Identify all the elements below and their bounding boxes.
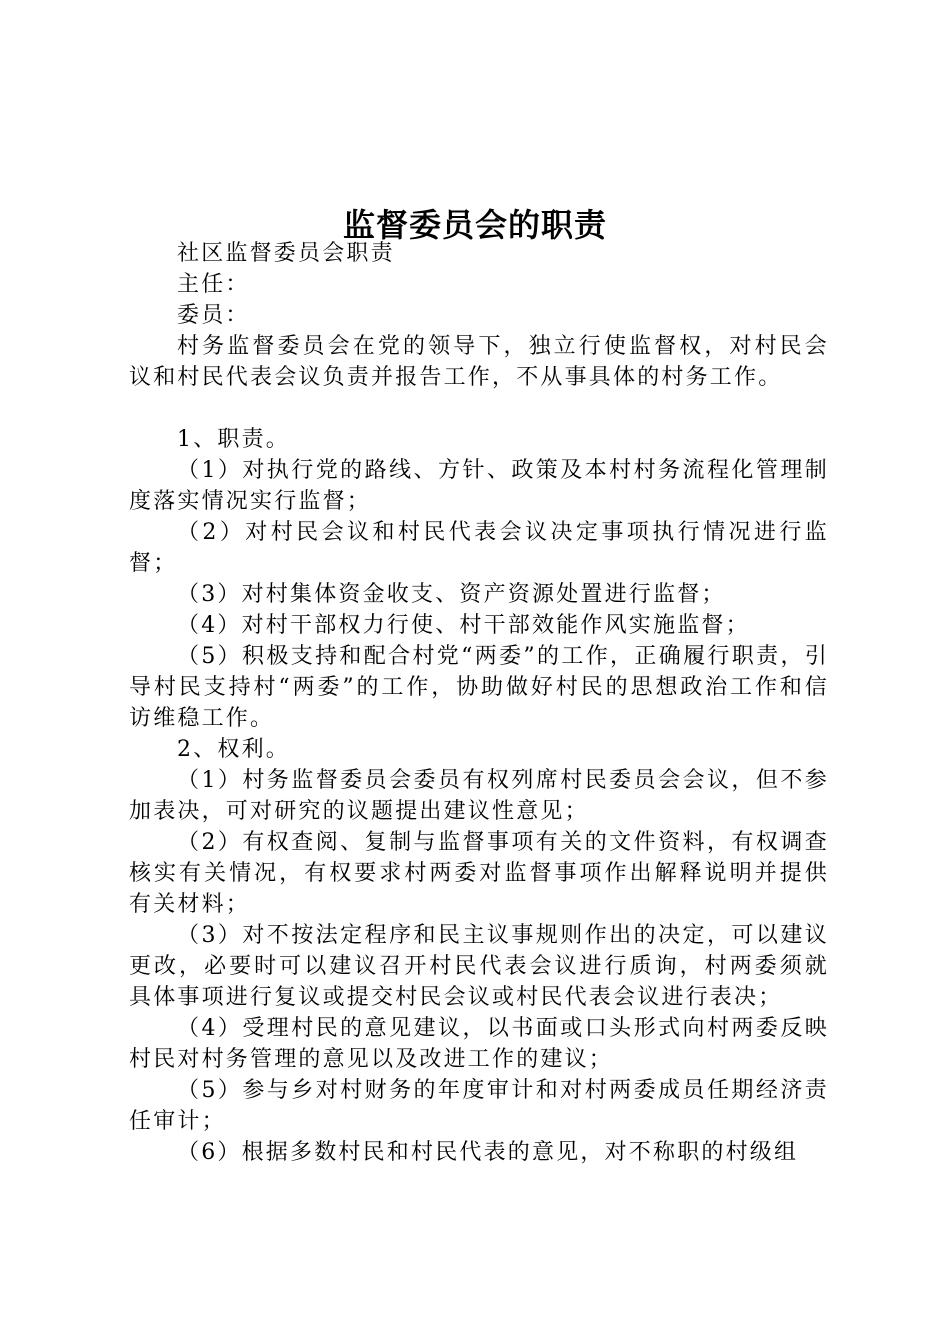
document-body: [129, 238, 829, 1168]
section-heading-rights: 2、权利。: [177, 737, 290, 762]
paragraph-director: 主任：: [177, 272, 250, 297]
right-item-1: （1）村务监督委员会委员有权列席村民委员会会议，但不参加表决，可对研究的议题提出建议性意见；: [129, 768, 829, 824]
paragraph-intro: 村务监督委员会在党的领导下，独立行使监督权，对村民会议和村民代表会议负责并报告工作，不从事具体的村务工作。: [129, 334, 829, 390]
duty-item-2: （2）对村民会议和村民代表会议决定事项执行情况进行监督；: [129, 520, 829, 576]
duty-item-4: （4）对村干部权力行使、村干部效能作风实施监督；: [177, 613, 750, 638]
duty-item-3: （3）对村集体资金收支、资产资源处置进行监督；: [177, 582, 726, 607]
document-title: 监督委员会的职责: [342, 206, 607, 245]
right-item-4: （4）受理村民的意见建议，以书面或口头形式向村两委反映村民对村务管理的意见以及改进工作的建议；: [129, 1016, 829, 1072]
paragraph-members: 委员：: [177, 303, 250, 328]
blank-line: [129, 393, 829, 424]
right-item-2: （2）有权查阅、复制与监督事项有关的文件资料，有权调查核实有关情况，有权要求村两委对监督事项作出解释说明并提供有关材料；: [129, 830, 829, 917]
duty-item-1: （1）对执行党的路线、方针、政策及本村村务流程化管理制度落实情况实行监督；: [129, 458, 829, 514]
right-item-3: （3）对不按法定程序和民主议事规则作出的决定，可以建议更改，必要时可以建议召开村民代表会议进行质询，村两委须就具体事项进行复议或提交村民会议或村民代表会议进行表决；: [129, 923, 829, 1010]
paragraph-subtitle: 社区监督委员会职责: [177, 241, 395, 266]
right-item-5: （5）参与乡对村财务的年度审计和对村两委成员任期经济责任审计；: [129, 1078, 829, 1134]
section-heading-duties: 1、职责。: [177, 427, 290, 452]
right-item-6: （6）根据多数村民和村民代表的意见，对不称职的村级组: [177, 1140, 799, 1165]
duty-item-5: （5）积极支持和配合村党“两委”的工作，正确履行职责，引导村民支持村“两委”的工作，协助做好村民的思想政治工作和信访维稳工作。: [129, 644, 829, 731]
